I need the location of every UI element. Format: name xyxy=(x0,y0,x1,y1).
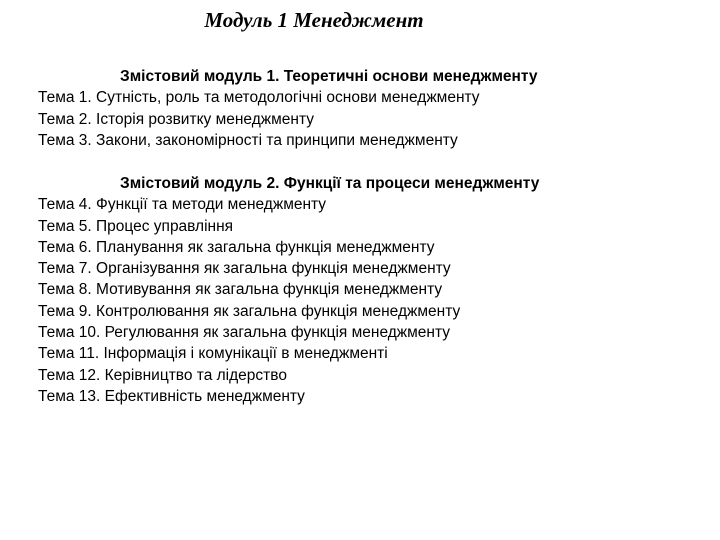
topic-8: Тема 8. Мотивування як загальна функція менеджменту xyxy=(38,281,443,299)
page-title: Модуль 1 Менеджмент xyxy=(204,8,424,32)
topic-10: Тема 10. Регулювання як загальна функція менеджменту xyxy=(38,324,450,342)
topic-7: Тема 7. Організування як загальна функція менеджменту xyxy=(38,260,451,278)
topic-1: Тема 1. Сутність, роль та методологічні основи менеджменту xyxy=(38,89,480,107)
topic-4: Тема 4. Функції та методи менеджменту xyxy=(38,196,327,214)
topic-6: Тема 6. Планування як загальна функція менеджменту xyxy=(38,238,435,256)
topic-9: Тема 9. Контролювання як загальна функція менеджменту xyxy=(38,302,461,320)
topic-12: Тема 12. Керівництво та лідерство xyxy=(38,366,287,384)
topic-13: Тема 13. Ефективність менеджменту xyxy=(38,387,305,405)
content-module-2-heading: Змістовий модуль 2. Функції та процеси менеджменту xyxy=(120,175,540,192)
topic-3: Тема 3. Закони, закономірності та принципи менеджменту xyxy=(38,131,458,149)
topic-11: Тема 11. Інформація і комунікації в менеджменті xyxy=(38,345,388,363)
content-module-1-heading: Змістовий модуль 1. Теоретичні основи менеджменту xyxy=(120,68,538,85)
content-module-1 xyxy=(38,66,538,151)
content-module-2 xyxy=(38,173,539,407)
topic-2: Тема 2. Історія розвитку менеджменту xyxy=(38,110,314,128)
topic-5: Тема 5. Процес управління xyxy=(38,217,234,235)
